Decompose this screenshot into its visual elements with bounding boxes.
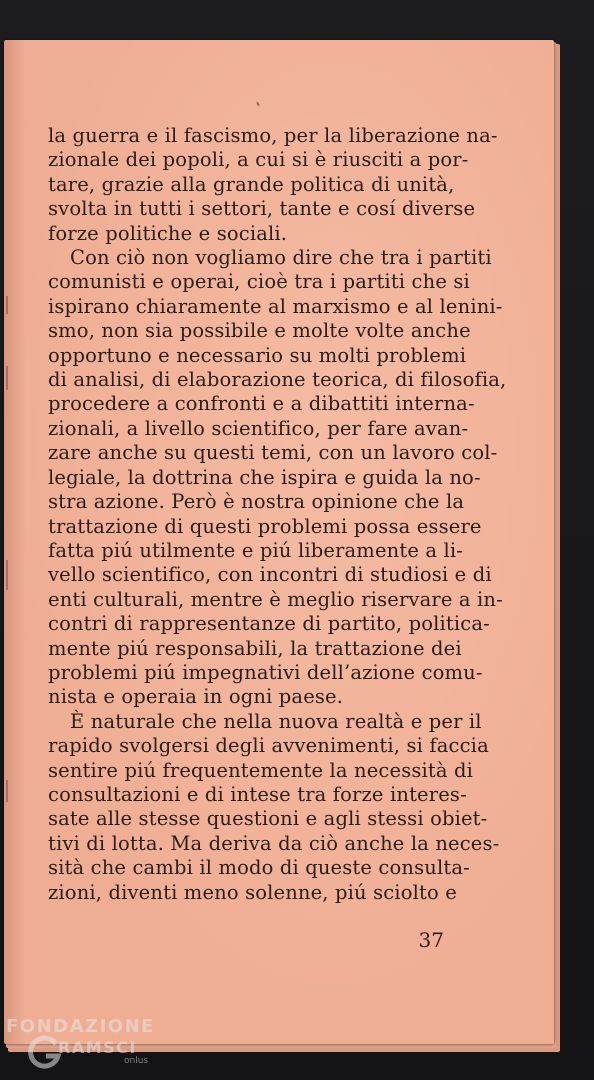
text-line: Con ciò non vogliamo dire che tra i partiti	[70, 246, 492, 270]
text-line: nista e operaia in ogni paese.	[48, 685, 344, 709]
text-line: sentire piú frequentemente la necessità di	[48, 758, 474, 782]
text-line: contri di rappresentanze di partito, politica-	[48, 612, 490, 636]
text-line: mente piú responsabili, la trattazione dei	[48, 636, 462, 660]
paragraph	[48, 709, 500, 905]
text-line: fatta piú utilmente e piú liberamente a li-	[48, 538, 464, 562]
text-line: forze politiche e sociali.	[48, 221, 288, 245]
text-line: sità che cambi il modo di queste consulta-	[48, 856, 470, 880]
page-number: 37	[418, 928, 444, 952]
text-line: procedere a confronti e a dibattiti interna-	[48, 392, 475, 416]
text-line: ispirano chiaramente al marxismo e al lenini-	[48, 294, 503, 318]
text-line: zionali, a livello scientifico, per fare avan-	[48, 416, 469, 440]
text-line: legiale, la dottrina che ispira e guida la no-	[48, 465, 481, 489]
text-line: rapido svolgersi degli avvenimenti, si faccia	[48, 734, 489, 758]
text-line: stra azione. Però è nostra opinione che la	[48, 490, 465, 514]
text-line: consultazioni e di intese tra forze interes-	[48, 782, 467, 806]
text-line: vello scientifico, con incontri di studiosi e di	[48, 563, 492, 587]
paragraph	[48, 124, 498, 246]
text-line: tivi di lotta. Ma deriva da ciò anche la neces-	[48, 831, 500, 855]
text-line: comunisti e operai, cioè tra i partiti che si	[48, 270, 470, 294]
fondazione-gramsci-watermark	[2, 1014, 162, 1074]
text-line: problemi piú impegnativi dell’azione comu-	[48, 660, 483, 684]
text-line: tare, grazie alla grande politica di unità,	[48, 172, 455, 196]
text-line: zare anche su questi temi, con un lavoro col-	[48, 441, 498, 465]
watermark-line1: FONDAZIONE	[6, 1016, 155, 1037]
text-line: sate alle stesse questioni e agli stessi obiet-	[48, 807, 488, 831]
binding-gutter	[4, 40, 12, 1044]
text-line: opportuno e necessario su molti problemi	[48, 343, 467, 367]
text-line: svolta in tutti i settori, tante e cosí diverse	[48, 197, 476, 221]
text-line: enti culturali, mentre è meglio riservare a in-	[48, 587, 503, 611]
text-line: la guerra e il fascismo, per la liberazione na-	[48, 124, 498, 147]
text-line: di analisi, di elaborazione teorica, di filosofia,	[48, 368, 507, 392]
watermark-line2: RAMSCI	[58, 1038, 137, 1057]
text-line: trattazione di questi problemi possa essere	[48, 514, 482, 538]
text-line: zionale dei popoli, a cui si è riusciti a por-	[48, 148, 469, 172]
paragraph	[48, 246, 507, 710]
text-line: smo, non sia possibile e molte volte anche	[48, 319, 471, 343]
text-line: zioni, diventi meno solenne, piú sciolto e	[48, 880, 457, 904]
watermark-line3: onlus	[124, 1056, 149, 1066]
body-text	[48, 124, 507, 905]
text-line: È naturale che nella nuova realtà e per il	[70, 709, 482, 733]
